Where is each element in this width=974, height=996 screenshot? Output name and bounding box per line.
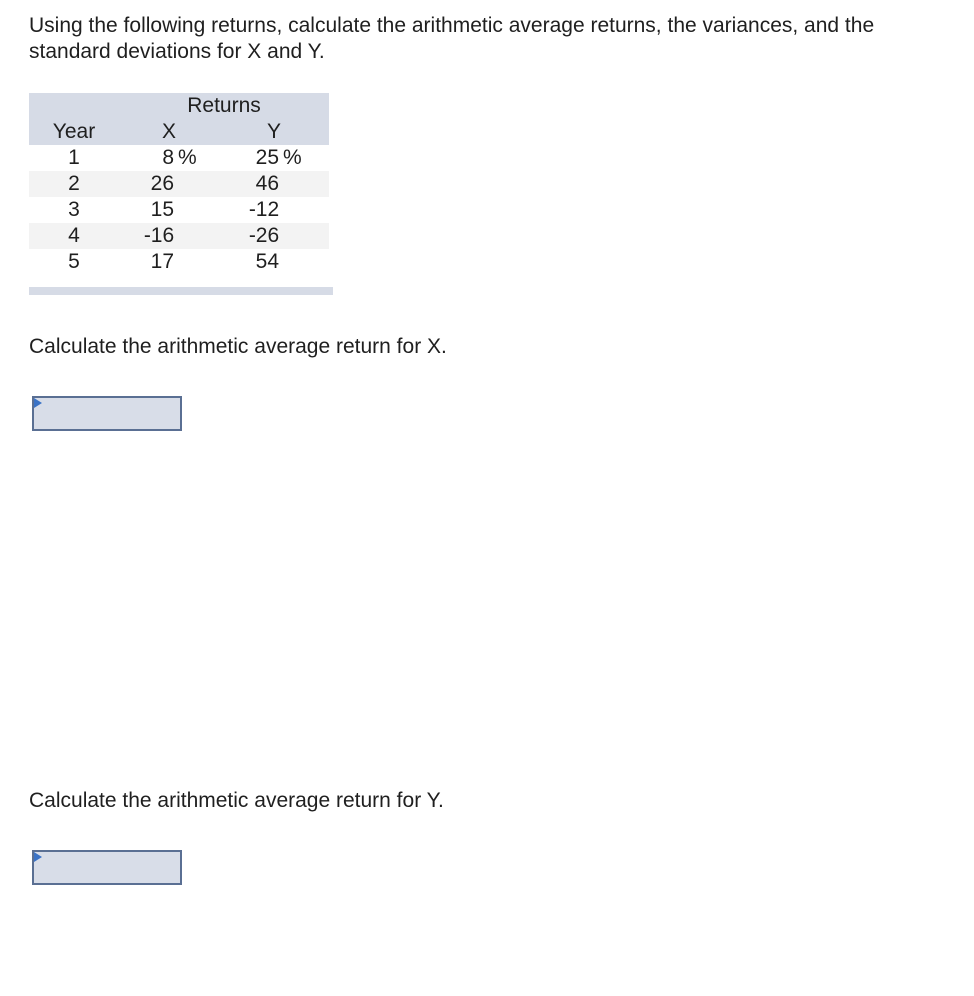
year-cell: 1: [68, 146, 80, 169]
x-cell: 15: [150, 198, 174, 221]
table-header-row: [29, 119, 329, 145]
returns-group-header: Returns: [187, 94, 261, 117]
y-cell: -12: [248, 198, 280, 221]
y-cell: 25 %: [255, 146, 302, 169]
x-cell: -16: [143, 224, 175, 247]
input-flag-icon: [34, 398, 42, 408]
x-cell: 8 %: [162, 146, 197, 169]
year-cell: 3: [68, 198, 80, 221]
x-cell: 26: [150, 172, 174, 195]
table-row: [29, 197, 329, 223]
year-cell: 4: [68, 224, 80, 247]
question-average-x: Calculate the arithmetic average return for X.: [29, 335, 447, 358]
returns-table: [29, 93, 329, 275]
table-row: [29, 223, 329, 249]
year-cell: 2: [68, 172, 80, 195]
average-y-answer-input[interactable]: [32, 850, 182, 885]
table-footer-divider: [29, 287, 333, 295]
problem-statement: Using the following returns, calculate the arithmetic average returns, the variances, and the standard deviations for X and Y.: [29, 14, 875, 63]
input-flag-icon: [34, 852, 42, 862]
y-column-header: Y: [266, 120, 281, 143]
y-cell: 54: [255, 250, 279, 273]
year-cell: 5: [68, 250, 80, 273]
y-cell: -26: [248, 224, 280, 247]
table-row: [29, 145, 329, 171]
x-cell: 17: [150, 250, 174, 273]
table-row: [29, 249, 329, 275]
table-row: [29, 171, 329, 197]
average-x-answer-input[interactable]: [32, 396, 182, 431]
x-column-header: X: [161, 120, 176, 143]
question-average-y: Calculate the arithmetic average return for Y.: [29, 789, 444, 812]
year-column-header: Year: [52, 120, 96, 143]
y-cell: 46: [255, 172, 279, 195]
table-group-header-row: [29, 93, 329, 119]
